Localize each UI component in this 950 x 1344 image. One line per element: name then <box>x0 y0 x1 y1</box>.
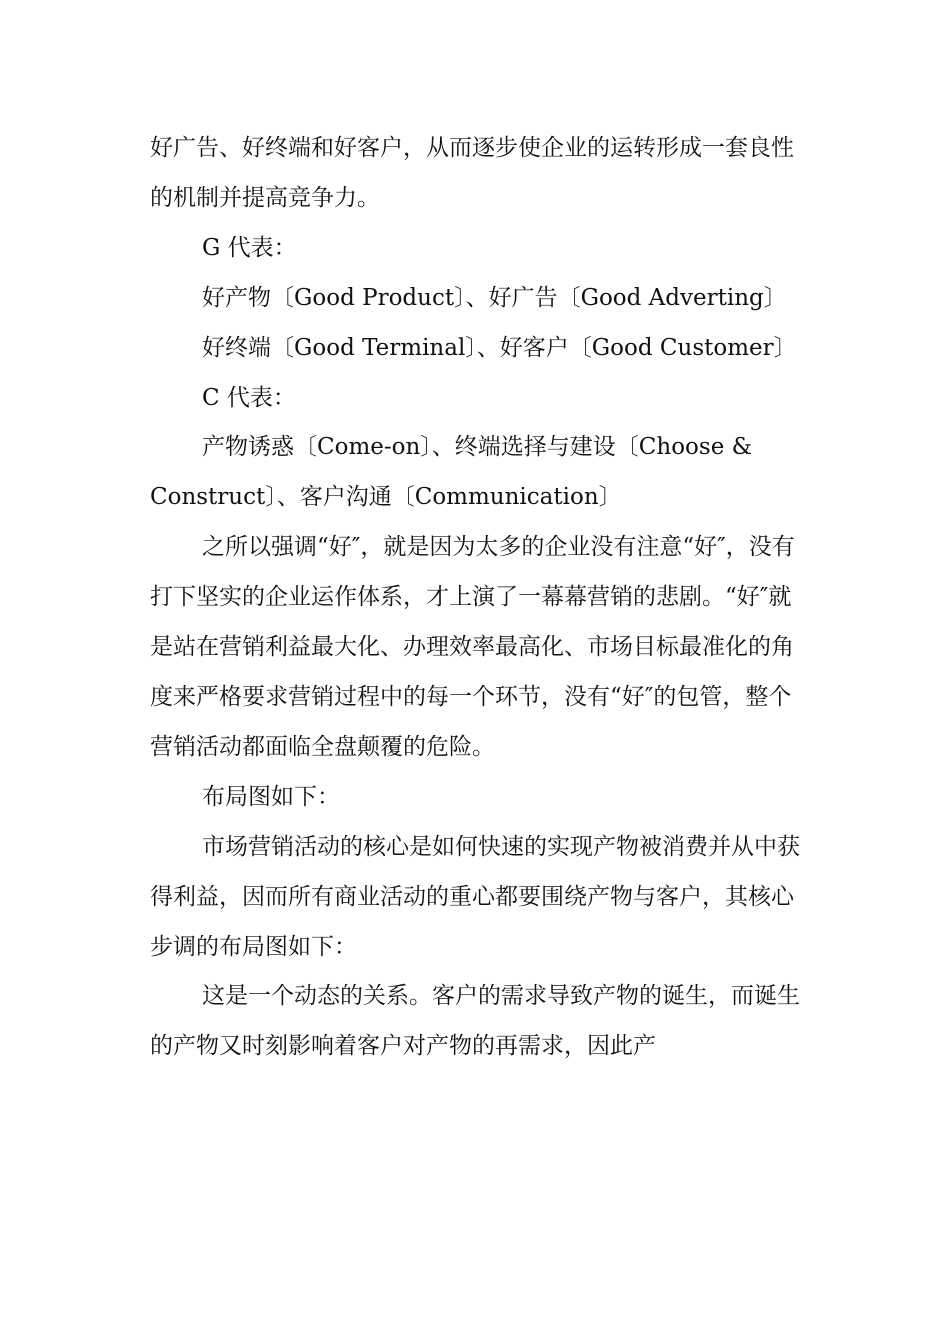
paragraph-c-heading: C 代表： <box>202 384 296 411</box>
paragraph-layout-intro: 布局图如下： <box>202 783 340 810</box>
paragraph-why-good: 之所以强调“好″，就是因为太多的企业没有注意“好″，没有打下坚实的企业运作体系，才上演了一幕幕营销的悲剧。“好″就是站在营销利益最大化、办理效率最高化、市场目标最准化的角度来严格要求营销过程中的每一个环节，没有“好″的包管，整个营销活动都面临全盘颠覆的危险。 <box>150 534 795 760</box>
document-body <box>150 124 802 1072</box>
paragraph-marketing-core: 市场营销活动的核心是如何快速的实现产物被消费并从中获得利益，因而所有商业活动的重心都要围绕产物与客户，其核心步调的布局图如下： <box>150 833 800 960</box>
paragraph-c-items: 产物诱惑〔Come-on〕、终端选择与建设〔Choose & Construct〕、客户沟通〔Communication〕 <box>150 434 753 511</box>
paragraph-dynamic-relation: 这是一个动态的关系。客户的需求导致产物的诞生，而诞生的产物又时刻影响着客户对产物的再需求，因此产 <box>150 983 800 1060</box>
paragraph-g-heading: G 代表： <box>202 234 297 261</box>
paragraph-g-terminal-customer: 好终端〔Good Terminal〕、好客户〔Good Customer〕 <box>202 334 797 361</box>
paragraph-g-product-advertising: 好产物〔Good Product〕、好广告〔Good Adverting〕 <box>202 284 787 311</box>
paragraph-continuation: 好广告、好终端和好客户，从而逐步使企业的运转形成一套良性的机制并提高竞争力。 <box>150 135 794 211</box>
